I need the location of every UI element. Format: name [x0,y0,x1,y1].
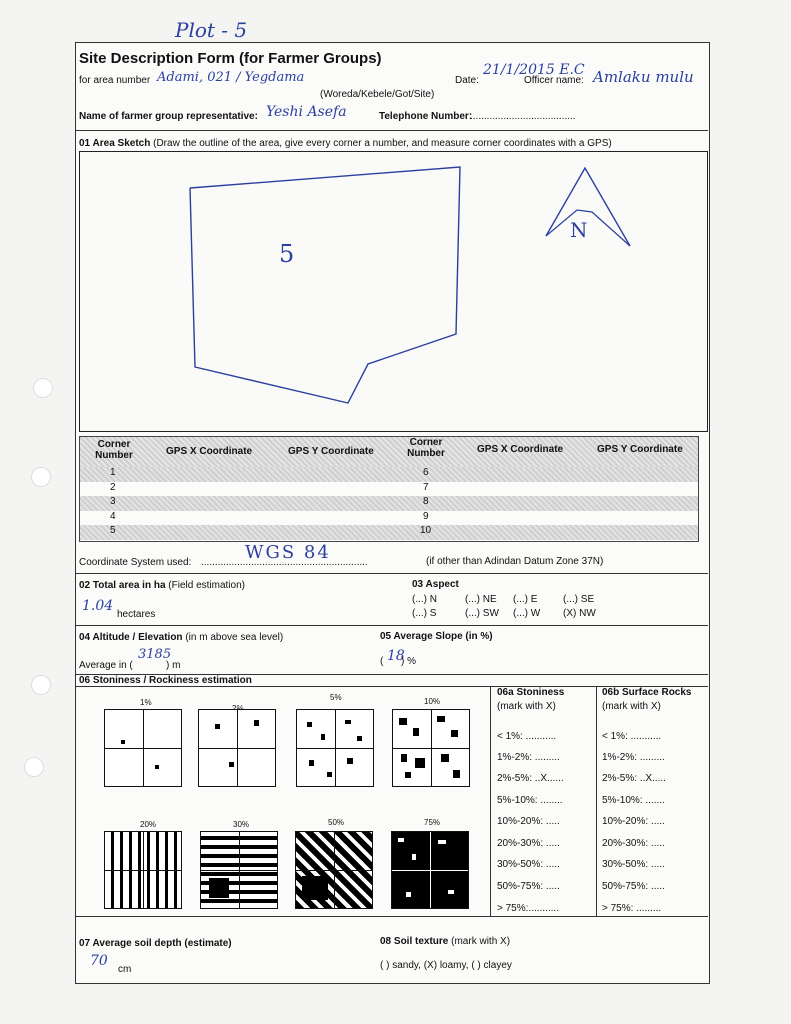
divider [75,573,708,574]
total-area-unit: hectares [117,609,156,620]
altitude-label: 04 Altitude / Elevation [79,632,183,643]
corner-number: 9 [423,510,429,522]
punch-hole [33,378,53,398]
gps-row [80,482,698,497]
diagram-label: 5% [330,693,342,702]
gps-row [80,467,698,482]
stoniness-option[interactable]: 10%-20%: ..... [497,816,560,827]
stoniness-diagram-1 [104,709,182,787]
tel-value: ...................................... [470,111,576,122]
plot-note: Plot - 5 [175,18,248,42]
corner-number: 2 [110,481,116,493]
gps-col-y-right: GPS Y Coordinate [597,444,683,455]
stoniness-diagram-5 [104,831,182,909]
divider [75,625,708,626]
rep-label: Name of farmer group representative: [79,111,258,122]
soil-texture-label: 08 Soil texture [380,936,449,947]
diagram-label: 10% [424,697,441,706]
corner-number: 6 [423,467,429,478]
gps-row [80,496,698,511]
surface-rocks-option[interactable]: 20%-30%: ..... [602,838,665,849]
surface-rocks-option[interactable]: 1%-2%: ......... [602,752,665,763]
stoniness-diagram-4 [392,709,470,787]
gps-table-header [80,437,698,467]
corner-number: 7 [423,481,429,493]
coord-value: WGS 84 [245,542,331,563]
corner-number: 10 [420,525,432,536]
stoniness-option[interactable]: 20%-30%: ..... [497,838,560,849]
punch-hole [31,675,51,695]
corner-number: 3 [110,496,116,507]
aspect-option[interactable]: (...) N [412,594,437,605]
surface-rocks-option[interactable]: 50%-75%: ..... [602,881,665,892]
surface-rocks-option[interactable]: 5%-10%: ....... [602,795,665,806]
gps-col-corner-left: Corner Number [95,439,133,461]
stoniness-diagram-8 [391,831,469,909]
area-value: Adami, 021 / Yegdama [157,70,305,85]
punch-hole [24,757,44,777]
diagram-label: 1% [140,698,152,707]
altitude-avg-label: Average in ( [79,660,133,671]
date-value: 21/1/2015 E.C [483,62,585,78]
divider [596,686,597,916]
altitude-value: 3185 [138,647,172,662]
soil-depth-unit: cm [118,964,132,975]
altitude-unit: ) m [166,660,181,671]
sketch-instructions: (Draw the outline of the area, give every corner a number, and measure corner coordinates with a GPS) [153,138,612,149]
coord-dots: ............................................................ [201,557,368,568]
gps-row [80,525,698,540]
divider [490,686,491,916]
surface-rocks-option-selected[interactable]: 2%-5%: ..X..... [602,773,666,784]
soil-texture-heading [380,936,510,947]
total-area-hint: (Field estimation) [168,580,245,591]
total-area-value: 1.04 [82,598,114,614]
punch-hole [31,467,51,487]
stoniness-diagram-2 [198,709,276,787]
woreda-hint: (Woreda/Kebele/Got/Site) [320,89,435,100]
stoniness-option[interactable]: 30%-50%: ..... [497,859,560,870]
altitude-hint: (in m above sea level) [185,632,284,643]
stoniness-col-b-title: 06b Surface Rocks [602,687,692,698]
slope-open: ( [380,656,384,667]
rep-value: Yeshi Asefa [266,104,347,120]
stoniness-label: 06 Stoniness / Rockiness estimation [79,675,252,686]
diagram-label: 30% [233,820,250,829]
surface-rocks-option[interactable]: 30%-50%: ..... [602,859,665,870]
aspect-option[interactable]: (...) E [513,594,538,605]
diagram-label: 75% [424,818,441,827]
slope-value: 18 [387,648,405,664]
gps-row [80,511,698,526]
total-area-label: 02 Total area in ha [79,580,166,591]
date-label: Date: [455,75,479,86]
stoniness-diagram-7 [295,831,373,909]
corner-number: 5 [110,525,116,536]
surface-rocks-option[interactable]: 10%-20%: ..... [602,816,665,827]
form-title: Site Description Form (for Farmer Groups) [79,50,382,67]
aspect-option[interactable]: (...) SW [465,608,499,619]
plot-outline [190,167,460,403]
corner-number: 1 [110,467,116,478]
stoniness-diagram-6 [200,831,278,909]
aspect-label: 03 Aspect [412,579,459,590]
corner-number: 8 [423,496,429,507]
coord-label: Coordinate System used: [79,557,192,568]
stoniness-option[interactable]: < 1%: ........... [497,731,557,742]
stoniness-col-a-hint: (mark with X) [497,701,556,712]
sketch-area [79,151,708,432]
stoniness-option[interactable]: 5%-10%: ........ [497,795,563,806]
stoniness-diagram-3 [296,709,374,787]
sketch-heading [79,138,612,149]
divider [75,916,708,917]
officer-value: Amlaku mulu [593,68,694,86]
gps-table [79,436,699,542]
total-area-heading [79,580,245,591]
tel-label: Telephone Number: [379,111,473,122]
stoniness-option[interactable]: > 75%:........... [497,903,559,914]
aspect-option[interactable]: (...) W [513,608,541,619]
slope-unit: ) % [401,656,416,667]
soil-depth-value: 70 [90,953,108,969]
stoniness-col-a-title: 06a Stoniness [497,687,565,698]
soil-texture-hint: (mark with X) [451,936,511,947]
officer-label: Officer name: [524,75,584,86]
north-letter: N [570,218,588,242]
aspect-option[interactable]: (...) SE [563,594,595,605]
corner-number: 4 [110,510,116,522]
sketch-drawing [80,152,707,431]
slope-label: 05 Average Slope (in %) [380,631,493,642]
altitude-heading [79,632,283,643]
diagram-label: 50% [328,818,345,827]
surface-rocks-option[interactable]: > 75%: ......... [602,903,662,914]
surface-rocks-option[interactable]: < 1%: ........... [602,731,662,742]
area-label: for area number [79,75,151,86]
sketch-plot-number: 5 [279,240,295,268]
aspect-option[interactable]: (...) S [412,608,437,619]
diagram-label: 20% [140,820,157,829]
aspect-option-selected[interactable]: (X) NW [563,608,596,619]
soil-texture-options[interactable]: ( ) sandy, (X) loamy, ( ) clayey [380,960,512,971]
stoniness-option-selected[interactable]: 2%-5%: ..X...... [497,773,564,784]
gps-col-y-left: GPS Y Coordinate [288,446,374,457]
gps-col-x-right: GPS X Coordinate [477,444,564,455]
coord-hint: (if other than Adindan Datum Zone 37N) [426,556,604,567]
soil-depth-label: 07 Average soil depth (estimate) [79,938,232,949]
stoniness-option[interactable]: 1%-2%: ......... [497,752,560,763]
sketch-label: 01 Area Sketch [79,138,151,149]
stoniness-col-b-hint: (mark with X) [602,701,661,712]
divider [75,130,708,131]
aspect-option[interactable]: (...) NE [465,594,497,605]
stoniness-option[interactable]: 50%-75%: ..... [497,881,560,892]
gps-col-corner-right: Corner Number [407,437,445,459]
gps-col-x-left: GPS X Coordinate [166,446,253,457]
